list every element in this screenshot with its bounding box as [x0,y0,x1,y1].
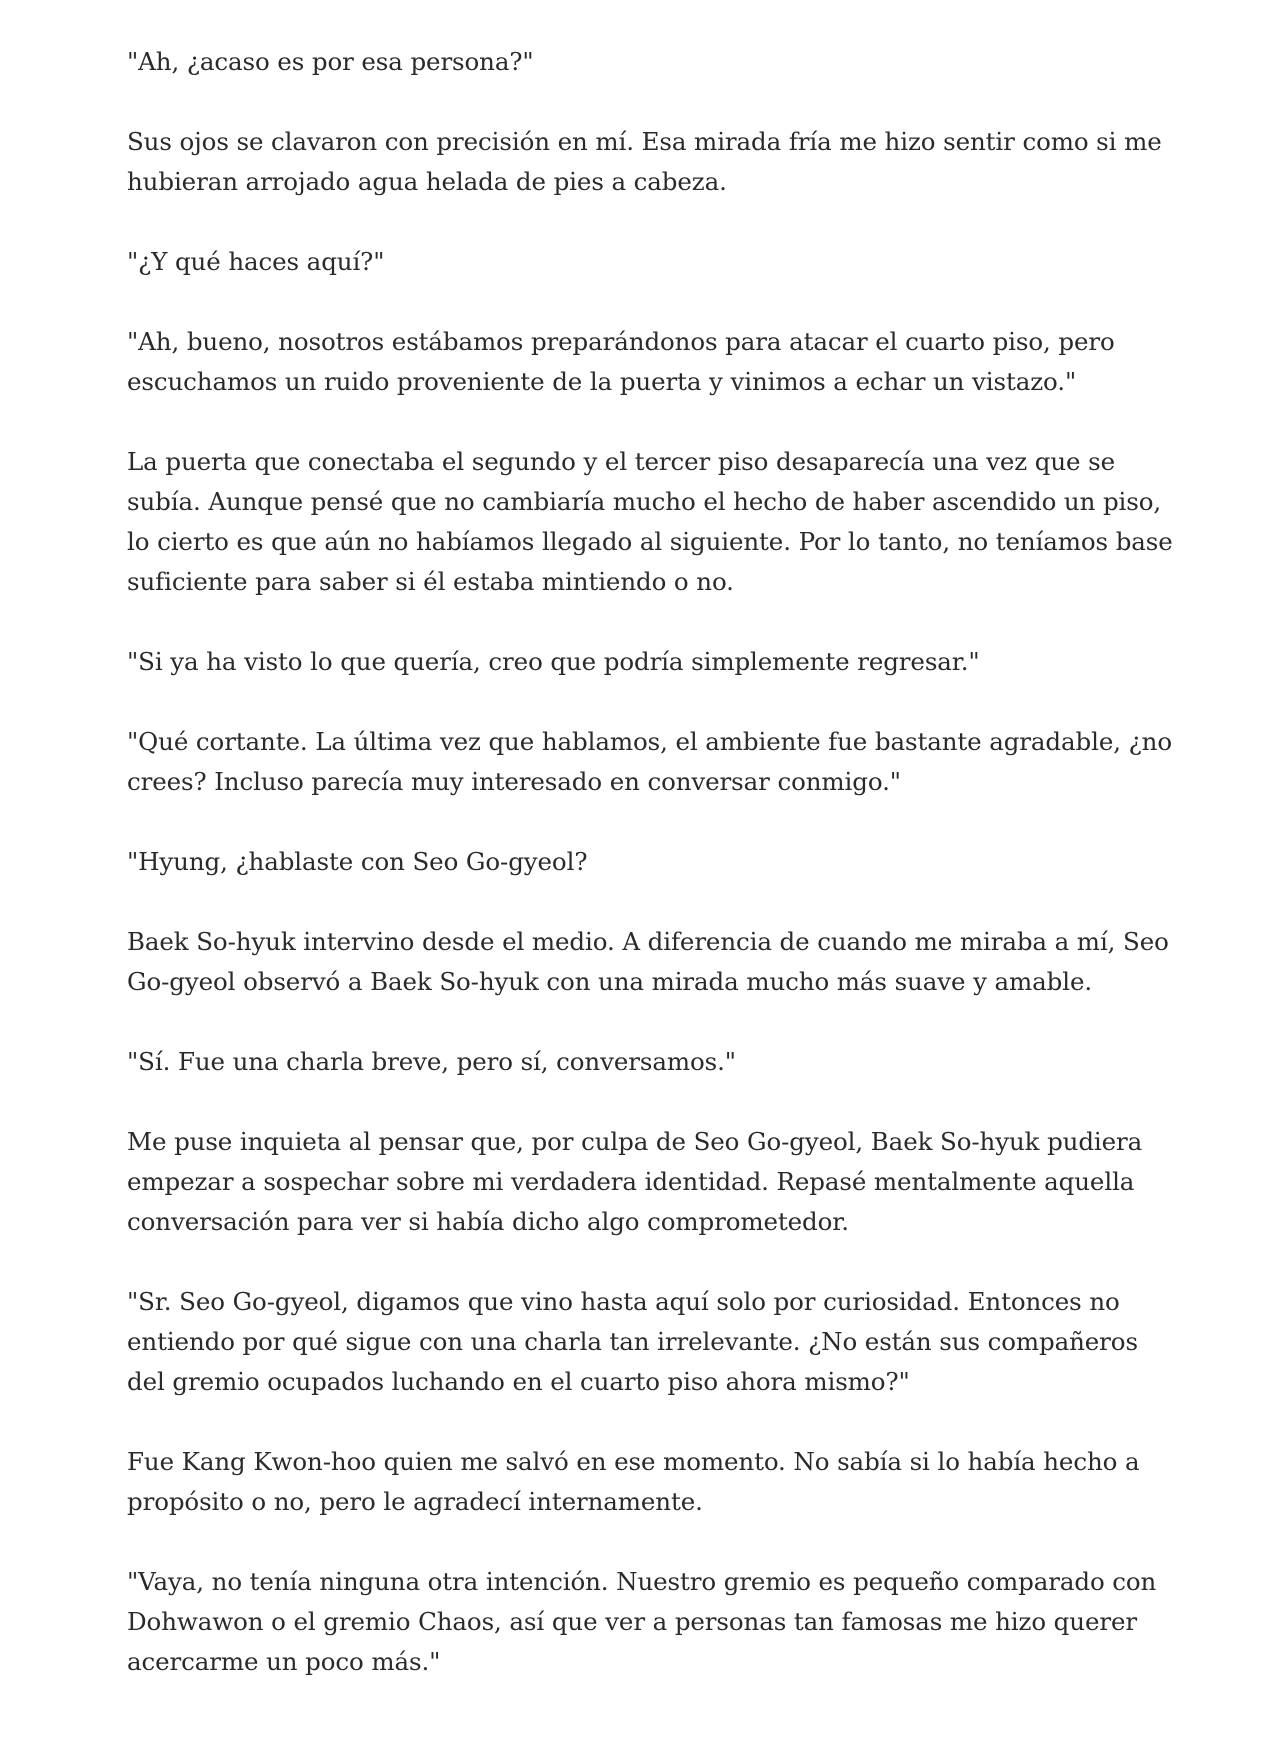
paragraph-1: "Ah, ¿acaso es por esa persona?" [127,47,534,76]
paragraph-13: Fue Kang Kwon-hoo quien me salvó en ese momento. No sabía si lo había hecho a propósito o no, pero le agradecí internamente. [127,1447,1140,1516]
paragraph-3: "¿Y qué haces aquí?" [127,247,385,276]
paragraph-14: "Vaya, no tenía ninguna otra intención. Nuestro gremio es pequeño comparado con Dohwawon o el gremio Chaos, así que ver a personas tan famosas me hizo querer acercarme un poco más." [127,1567,1157,1676]
document-body [127,42,1177,1682]
paragraph-7: "Qué cortante. La última vez que hablamos, el ambiente fue bastante agradable, ¿no crees? Incluso parecía muy interesado en conversar conmigo." [127,727,1172,796]
paragraph-11: Me puse inquieta al pensar que, por culpa de Seo Go-gyeol, Baek So-hyuk pudiera empezar a sospechar sobre mi verdadera identidad. Repasé mentalmente aquella conversación para ver si había dicho algo comprometedor. [127,1127,1143,1236]
paragraph-4: "Ah, bueno, nosotros estábamos preparándonos para atacar el cuarto piso, pero escuchamos un ruido proveniente de la puerta y vinimos a echar un vistazo." [127,327,1115,396]
paragraph-6: "Si ya ha visto lo que quería, creo que podría simplemente regresar." [127,647,980,676]
paragraph-10: "Sí. Fue una charla breve, pero sí, conversamos." [127,1047,736,1076]
paragraph-9: Baek So-hyuk intervino desde el medio. A diferencia de cuando me miraba a mí, Seo Go-gyeol observó a Baek So-hyuk con una mirada mucho más suave y amable. [127,927,1169,996]
paragraph-5: La puerta que conectaba el segundo y el tercer piso desaparecía una vez que se subía. Aunque pensé que no cambiaría mucho el hecho de haber ascendido un piso, lo cierto es que aún no habíamos llegado al siguiente. Por lo tanto, no teníamos base suficiente para saber si él estaba mintiendo o no. [127,447,1173,596]
paragraph-8: "Hyung, ¿hablaste con Seo Go-gyeol? [127,847,588,876]
paragraph-12: "Sr. Seo Go-gyeol, digamos que vino hasta aquí solo por curiosidad. Entonces no entiendo por qué sigue con una charla tan irrelevante. ¿No están sus compañeros del gremio ocupados luchando en el cuarto piso ahora mismo?" [127,1287,1138,1396]
paragraph-2: Sus ojos se clavaron con precisión en mí. Esa mirada fría me hizo sentir como si me hubieran arrojado agua helada de pies a cabeza. [127,127,1162,196]
